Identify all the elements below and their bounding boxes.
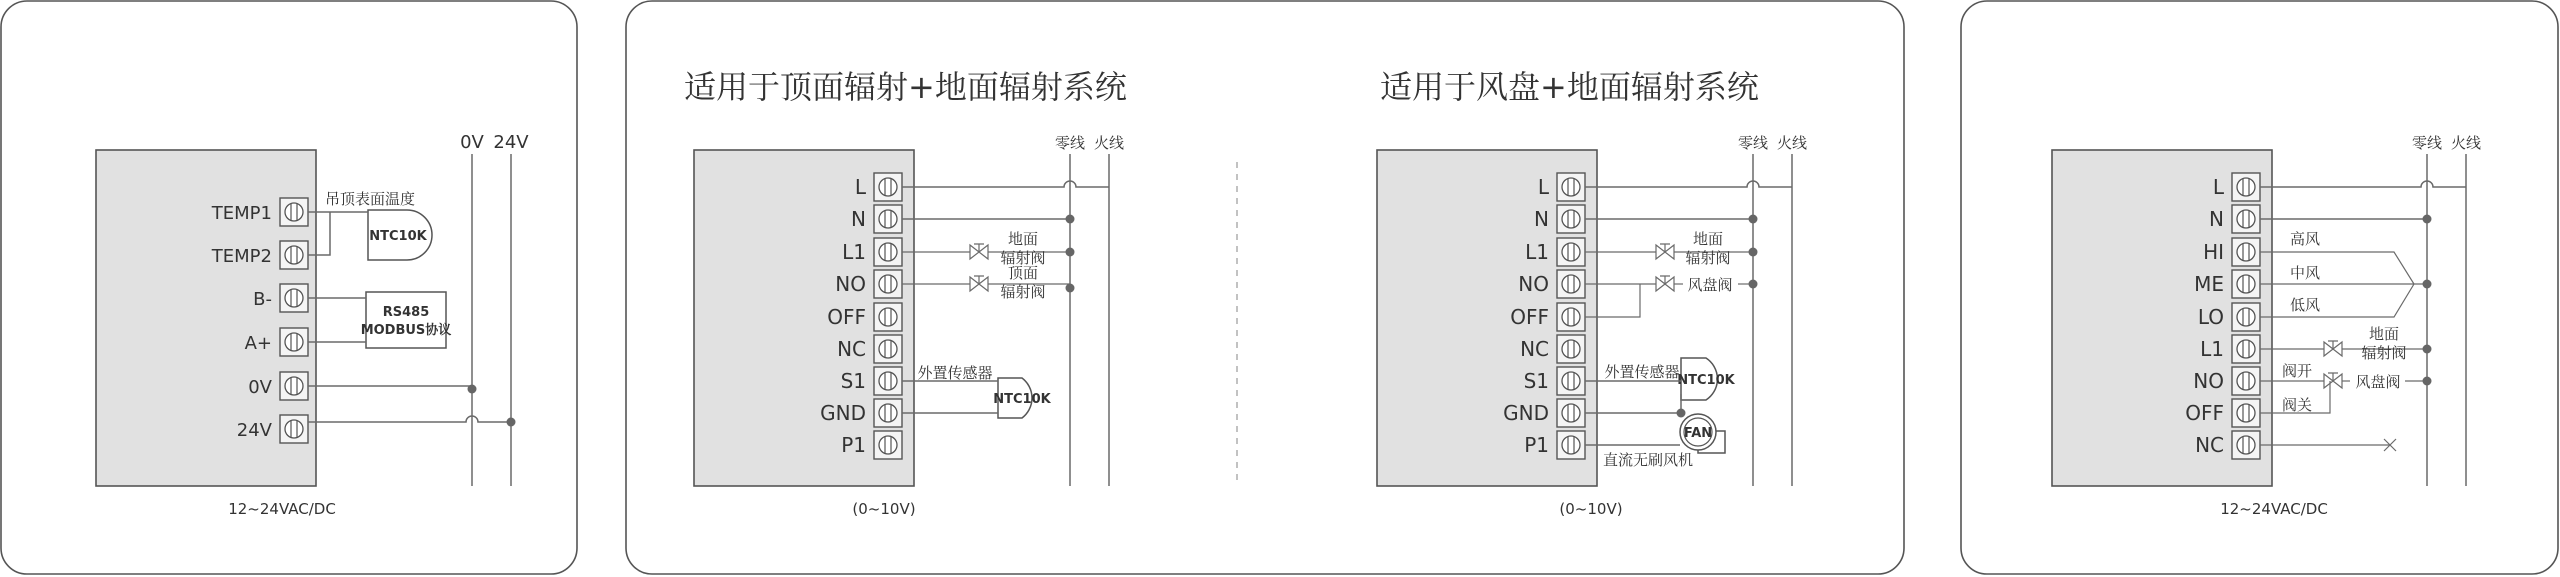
pin-n: N — [851, 207, 866, 231]
pin-n: N — [2209, 207, 2224, 231]
panel-b-left-terminals — [874, 173, 902, 459]
speed-lo: 低风 — [2290, 296, 2321, 314]
pin-no: NO — [835, 272, 866, 296]
rail-label-neutral: 零线 — [1737, 134, 1769, 152]
sensor-label: NTC10K — [993, 392, 1051, 407]
valve2-label: 风盘阀 — [2355, 373, 2401, 391]
rail-label-0v: 0V — [460, 132, 484, 153]
pin-s1: S1 — [840, 369, 866, 393]
pin-n: N — [1534, 207, 1549, 231]
valve2-line1: 顶面 — [1007, 264, 1039, 282]
output-note: (0~10V) — [852, 500, 916, 518]
pin-no: NO — [1518, 272, 1549, 296]
valve1-line1: 地面 — [2368, 325, 2400, 343]
pin-no: NO — [2193, 369, 2224, 393]
panel-b-left-title: 适用于顶面辐射+地面辐射系统 — [684, 68, 1127, 106]
sensor-caption: 吊顶表面温度 — [324, 190, 416, 208]
pin-p1: P1 — [1524, 433, 1549, 457]
pin-gnd: GND — [820, 401, 866, 425]
valve2-line2: 辐射阀 — [1000, 283, 1046, 301]
panel-c — [1961, 1, 2558, 574]
valve-open-label: 阀开 — [2282, 362, 2313, 380]
speed-hi: 高风 — [2290, 230, 2321, 248]
panel-a — [1, 1, 577, 574]
pin-p1: P1 — [841, 433, 866, 457]
rs485-line1: RS485 — [382, 305, 430, 320]
pin-b-minus: B- — [253, 289, 272, 310]
rs485-module — [366, 292, 446, 348]
pin-temp1: TEMP1 — [211, 203, 272, 224]
pin-l: L — [2212, 175, 2224, 199]
supply-note: 12~24VAC/DC — [228, 500, 336, 518]
valve-close-label: 阀关 — [2282, 396, 2313, 414]
panel-b-right-title: 适用于风盘+地面辐射系统 — [1380, 68, 1759, 106]
rail-label-neutral: 零线 — [2411, 134, 2443, 152]
pin-gnd: GND — [1503, 401, 1549, 425]
valve1-line2: 辐射阀 — [2361, 344, 2407, 362]
sensor-label: NTC10K — [1677, 373, 1735, 388]
valve1-line2: 辐射阀 — [1685, 249, 1731, 267]
pin-hi: HI — [2203, 240, 2224, 264]
pin-0v: 0V — [248, 377, 272, 398]
sensor-caption: 外置传感器 — [1604, 363, 1680, 381]
rail-label-neutral: 零线 — [1054, 134, 1086, 152]
rail-label-live: 火线 — [1776, 134, 1808, 152]
pin-lo: LO — [2197, 305, 2224, 329]
fan-caption: 直流无刷风机 — [1602, 451, 1694, 469]
pin-l: L — [854, 175, 866, 199]
rail-label-live: 火线 — [2450, 134, 2482, 152]
pin-nc: NC — [837, 337, 866, 361]
fan-label: FAN — [1683, 426, 1713, 441]
pin-l1: L1 — [2200, 337, 2224, 361]
pin-off: OFF — [1510, 305, 1549, 329]
pin-s1: S1 — [1523, 369, 1549, 393]
pin-temp2: TEMP2 — [211, 246, 272, 267]
sensor-caption: 外置传感器 — [917, 364, 993, 382]
pin-a-plus: A+ — [244, 333, 272, 354]
valve1-line1: 地面 — [1007, 230, 1039, 248]
pin-nc: NC — [2195, 433, 2224, 457]
valve1-line2: 辐射阀 — [1000, 249, 1046, 267]
pin-l1: L1 — [1525, 240, 1549, 264]
rail-label-live: 火线 — [1093, 134, 1125, 152]
sensor-label: NTC10K — [369, 229, 427, 244]
pin-me: ME — [2194, 272, 2224, 296]
panel-b-right-terminals — [1557, 173, 1585, 459]
speed-me: 中风 — [2290, 264, 2321, 282]
valve2-label: 风盘阀 — [1687, 276, 1733, 294]
valve1-line1: 地面 — [1692, 230, 1724, 248]
pin-off: OFF — [2185, 401, 2224, 425]
panel-b — [626, 1, 1904, 574]
panel-c-terminals — [2232, 173, 2260, 459]
rail-label-24v: 24V — [493, 132, 529, 153]
pin-24v: 24V — [236, 420, 272, 441]
pin-l1: L1 — [842, 240, 866, 264]
pin-l: L — [1537, 175, 1549, 199]
pin-off: OFF — [827, 305, 866, 329]
supply-note: 12~24VAC/DC — [2220, 500, 2328, 518]
output-note: (0~10V) — [1559, 500, 1623, 518]
rs485-line2: MODBUS协议 — [360, 323, 452, 338]
pin-nc: NC — [1520, 337, 1549, 361]
